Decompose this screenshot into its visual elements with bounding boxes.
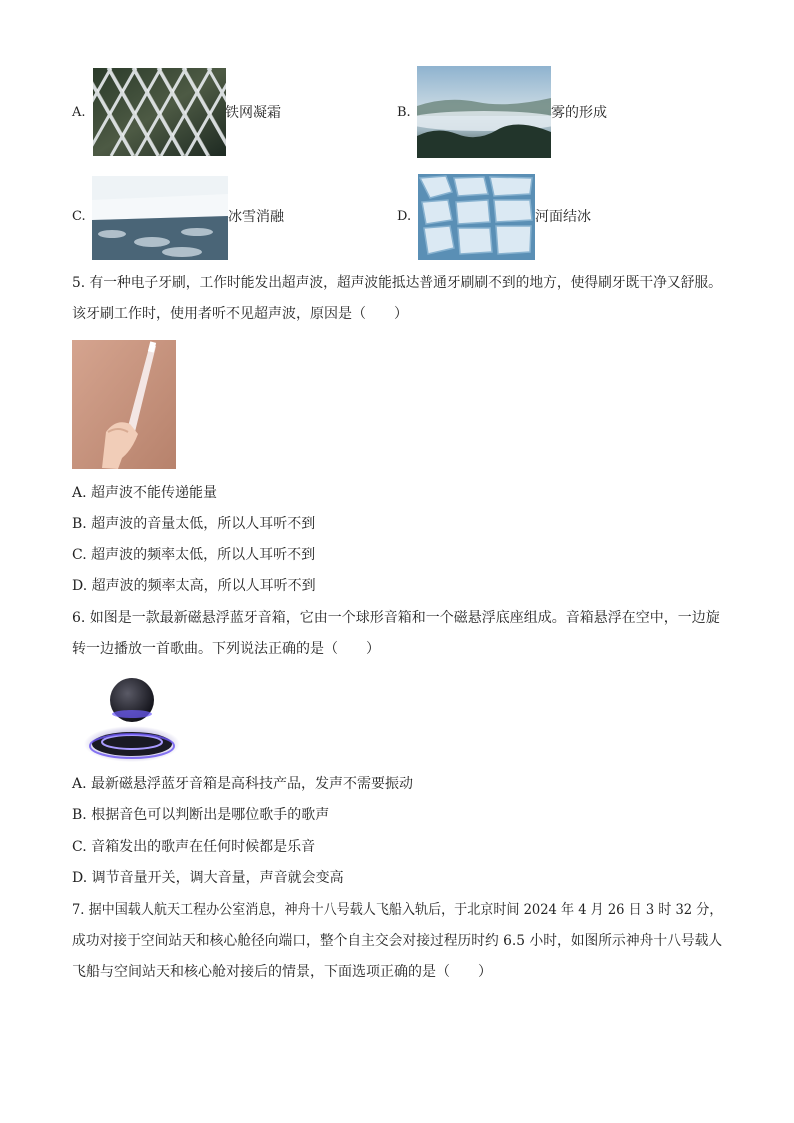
electric-toothbrush-image: [72, 340, 176, 469]
option-d-caption: 河面结冰: [535, 209, 591, 225]
option-a-letter: A.: [72, 105, 86, 120]
q6-option-b: B. 根据音色可以判断出是哪位歌手的歌声: [72, 807, 330, 823]
option-b-letter: B.: [397, 105, 411, 120]
frosted-wire-mesh-image: [93, 68, 226, 156]
q6-option-c: C. 音箱发出的歌声在任何时候都是乐音: [72, 839, 316, 855]
q5-option-b: B. 超声波的音量太低，所以人耳听不到: [72, 516, 316, 532]
option-a-caption: 铁网凝霜: [225, 105, 281, 121]
q6-option-d: D. 调节音量开关，调大音量，声音就会变高: [72, 870, 344, 886]
option-c-caption: 冰雪消融: [228, 209, 284, 225]
option-b-caption: 雾的形成: [551, 105, 607, 121]
q7-stem-line3: 飞船与空间站天和核心舱对接后的情景，下面选项正确的是（ ）: [72, 964, 492, 980]
levitating-speaker-image: [82, 670, 182, 770]
melting-ice-image: [92, 176, 228, 260]
q5-option-d: D. 超声波的频率太高，所以人耳听不到: [72, 578, 316, 594]
q5-stem-line1: 5. 有一种电子牙刷，工作时能发出超声波，超声波能抵达普通牙刷刷不到的地方，使得刷牙既干净又舒服。: [72, 275, 722, 291]
q6-stem-line1: 6. 如图是一款最新磁悬浮蓝牙音箱，它由一个球形音箱和一个磁悬浮底座组成。音箱悬浮在空中，一边旋: [72, 610, 720, 626]
q7-stem-line2: 成功对接于空间站天和核心舱径向端口，整个自主交会对接过程历时约 6.5 小时，如图所示神舟十八号载人: [72, 933, 723, 949]
fog-landscape-image: [417, 66, 551, 158]
q6-stem-line2: 转一边播放一首歌曲。下列说法正确的是（ ）: [72, 641, 380, 657]
q5-stem-line2: 该牙刷工作时，使用者听不见超声波，原因是（ ）: [72, 306, 408, 322]
option-c-letter: C.: [72, 209, 86, 224]
q7-stem-line1: 7. 据中国载人航天工程办公室消息，神舟十八号载人飞船入轨后，于北京时间 2024 年 4 月 26 日 3 时 32 分，: [72, 902, 723, 918]
q5-option-c: C. 超声波的频率太低，所以人耳听不到: [72, 547, 316, 563]
q5-option-a: A. 超声波不能传递能量: [72, 485, 218, 501]
q6-option-a: A. 最新磁悬浮蓝牙音箱是高科技产品，发声不需要振动: [72, 776, 414, 792]
frozen-river-image: [418, 174, 535, 260]
option-d-letter: D.: [397, 209, 412, 224]
